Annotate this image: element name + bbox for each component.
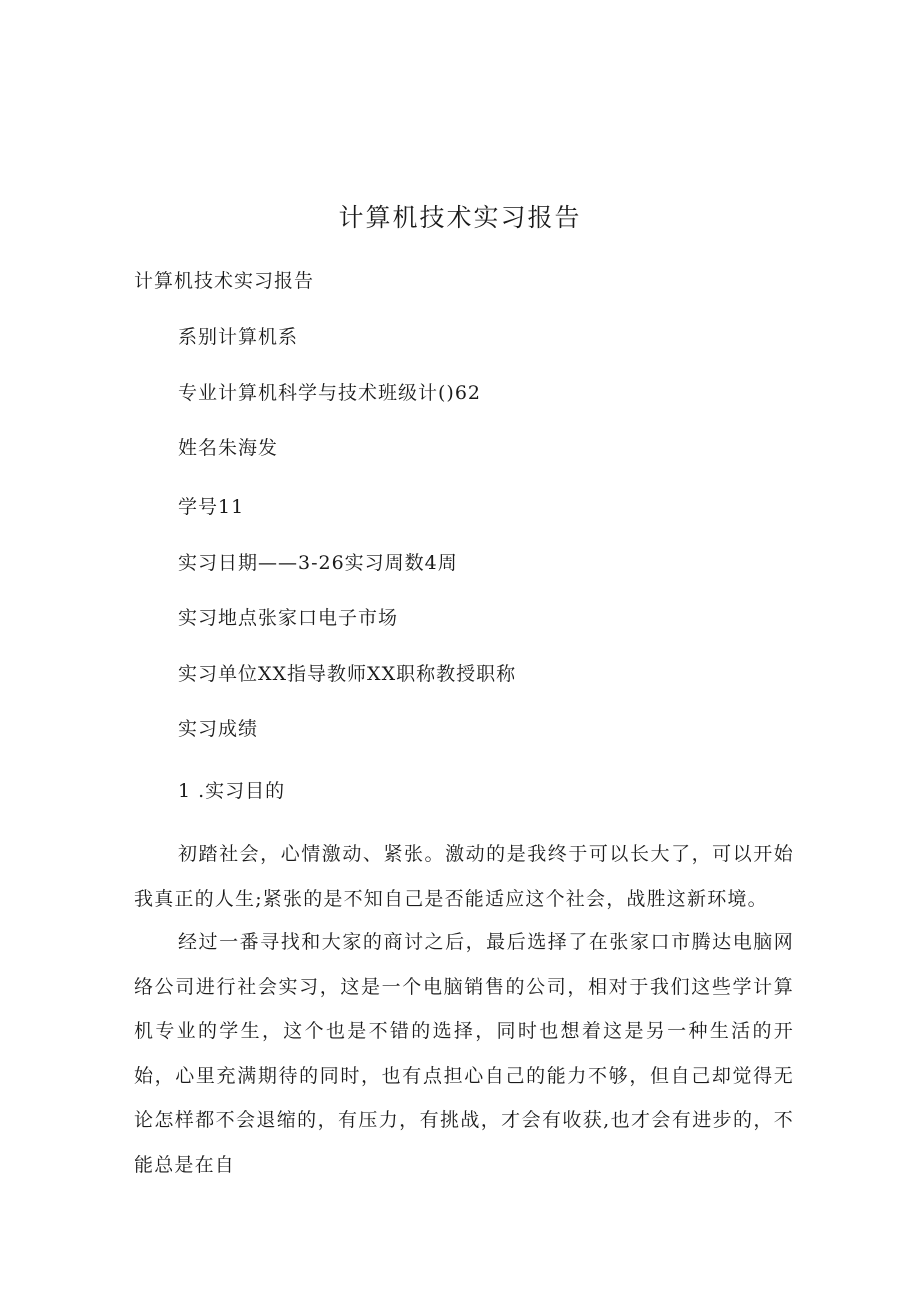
field-internship-unit: 实习单位XX指导教师XX职称教授职称: [178, 663, 517, 685]
field-name: 姓名朱海发: [178, 437, 279, 459]
document-title: 计算机技术实习报告: [338, 203, 582, 232]
section-heading-purpose: 1 .实习目的: [178, 780, 286, 802]
paragraph: 初踏社会，心情激动、紧张。激动的是我终于可以长大了，可以开始我真正的人生;紧张的是不知自己是否能适应这个社会，战胜这新环境。: [134, 843, 794, 910]
field-internship-location: 实习地点张家口电子市场: [178, 607, 399, 629]
field-internship-date: 实习日期——3-26实习周数4周: [178, 552, 458, 574]
field-department: 系别计算机系: [178, 326, 299, 348]
paragraph: 经过一番寻找和大家的商讨之后，最后选择了在张家口市腾达电脑网络公司进行社会实习，这是一个电脑销售的公司，相对于我们这些学计算机专业的学生，这个也是不错的选择，同时也想着这是另一种生活的开始，心里充满期待的同时，也有点担心自己的能力不够，但自己却觉得无论怎样都不会退缩的，有压力，有挑战，才会有收获,也才会有进步的，不能总是在自: [134, 931, 794, 1176]
document-subtitle: 计算机技术实习报告: [134, 270, 315, 292]
field-major-class: 专业计算机科学与技术班级计()62: [178, 382, 482, 404]
field-student-id: 学号11: [178, 496, 245, 518]
field-internship-grade: 实习成绩: [178, 718, 259, 740]
